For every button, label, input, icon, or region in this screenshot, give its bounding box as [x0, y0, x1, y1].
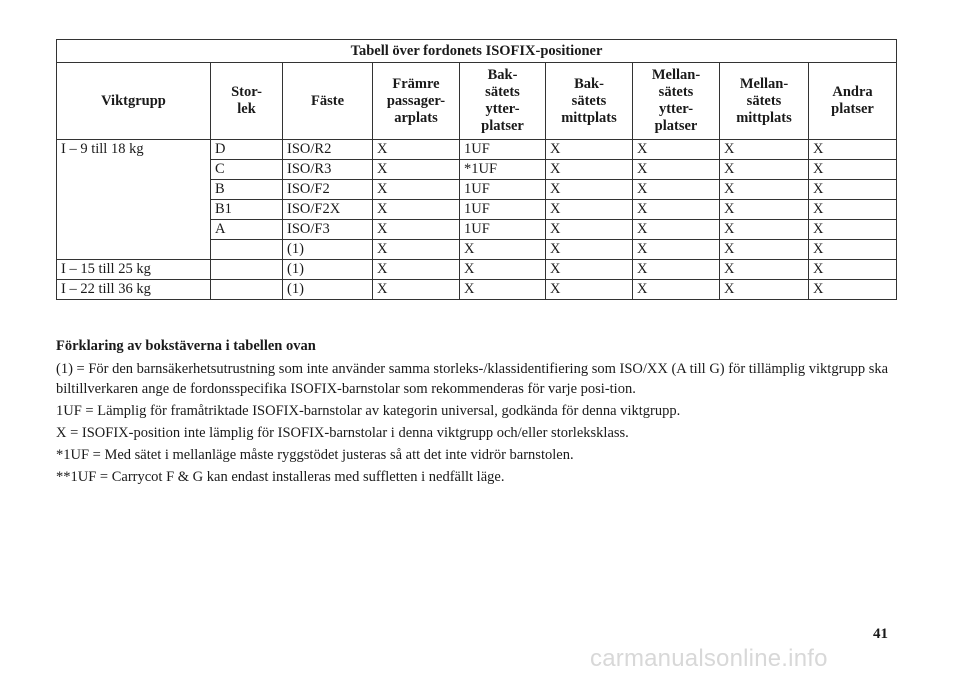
- table-cell: X: [633, 180, 720, 200]
- table-cell: (1): [283, 240, 373, 260]
- isofix-table-container: [56, 39, 896, 300]
- note-item: 1UF = Lämplig för framåtriktade ISOFIX-barnstolar av kategorin universal, godkända för denna viktgrupp.: [56, 403, 681, 419]
- table-cell: X: [809, 160, 897, 180]
- weight-group-cell: [57, 160, 211, 180]
- table-cell: ISO/F2X: [283, 200, 373, 220]
- table-cell: X: [720, 240, 809, 260]
- table-cell: X: [809, 240, 897, 260]
- note-item: (1) = För den barnsäkerhetsutrustning som inte använder samma storleks-/klassidentifiering som ISO/XX (A till G) för tillämplig viktgrupp ska biltillverkaren ange de fordonsspecifika ISOFIX-barnstolar som rekommenderas för varje posi-tion.: [56, 361, 889, 397]
- table-cell: ISO/F3: [283, 220, 373, 240]
- table-cell: X: [546, 180, 633, 200]
- table-cell: X: [633, 140, 720, 160]
- table-cell: D: [211, 140, 283, 160]
- table-cell: X: [460, 260, 546, 280]
- table-cell: B1: [211, 200, 283, 220]
- table-cell: 1UF: [460, 220, 546, 240]
- table-title: Tabell över fordonets ISOFIX-positioner: [57, 40, 897, 63]
- column-header: Främre passager- arplats: [373, 63, 460, 140]
- table-cell: X: [633, 240, 720, 260]
- table-cell: X: [373, 240, 460, 260]
- column-header: Mellan- sätets mittplats: [720, 63, 809, 140]
- notes-list: [56, 359, 896, 487]
- page-number: 41: [873, 626, 888, 642]
- table-cell: [211, 260, 283, 280]
- table-cell: X: [809, 140, 897, 160]
- column-header: Mellan- sätets ytter- platser: [633, 63, 720, 140]
- table-cell: 1UF: [460, 200, 546, 220]
- table-cell: X: [809, 220, 897, 240]
- note-item: *1UF = Med sätet i mellanläge måste ryggstödet justeras så att det inte vidrör barnstolen.: [56, 447, 574, 463]
- table-cell: 1UF: [460, 140, 546, 160]
- table-cell: X: [546, 260, 633, 280]
- table-cell: B: [211, 180, 283, 200]
- weight-group-cell: [57, 220, 211, 240]
- table-cell: X: [373, 260, 460, 280]
- table-cell: C: [211, 160, 283, 180]
- table-row: [57, 140, 897, 160]
- table-cell: X: [460, 240, 546, 260]
- table-cell: X: [546, 280, 633, 300]
- notes-heading: Förklaring av bokstäverna i tabellen ovan: [56, 338, 316, 354]
- note-item: **1UF = Carrycot F & G kan endast installeras med suffletten i nedfällt läge.: [56, 469, 505, 485]
- table-cell: X: [633, 260, 720, 280]
- table-cell: *1UF: [460, 160, 546, 180]
- table-cell: X: [373, 140, 460, 160]
- table-cell: X: [633, 200, 720, 220]
- table-body: [57, 140, 897, 300]
- weight-group-cell: [57, 200, 211, 220]
- table-cell: ISO/R3: [283, 160, 373, 180]
- table-cell: X: [720, 180, 809, 200]
- table-cell: ISO/F2: [283, 180, 373, 200]
- table-cell: X: [809, 260, 897, 280]
- table-cell: X: [546, 140, 633, 160]
- table-cell: X: [720, 140, 809, 160]
- table-cell: ISO/R2: [283, 140, 373, 160]
- table-cell: A: [211, 220, 283, 240]
- table-row: [57, 280, 897, 300]
- weight-group-cell: [57, 240, 211, 260]
- table-cell: X: [720, 200, 809, 220]
- weight-group-cell: I – 22 till 36 kg: [57, 280, 211, 300]
- column-header: Viktgrupp: [57, 63, 211, 140]
- table-cell: X: [809, 200, 897, 220]
- table-cell: X: [809, 280, 897, 300]
- table-cell: X: [373, 200, 460, 220]
- table-cell: X: [809, 180, 897, 200]
- table-cell: X: [546, 220, 633, 240]
- table-cell: X: [546, 160, 633, 180]
- table-cell: X: [720, 160, 809, 180]
- column-header: Andra platser: [809, 63, 897, 140]
- column-header: Bak- sätets mittplats: [546, 63, 633, 140]
- table-cell: X: [720, 280, 809, 300]
- table-cell: X: [720, 220, 809, 240]
- table-cell: X: [633, 160, 720, 180]
- table-row: [57, 220, 897, 240]
- table-cell: X: [546, 200, 633, 220]
- column-header: Fäste: [283, 63, 373, 140]
- table-row: [57, 240, 897, 260]
- table-cell: X: [633, 220, 720, 240]
- legend-notes: [56, 336, 896, 489]
- table-cell: X: [633, 280, 720, 300]
- table-cell: 1UF: [460, 180, 546, 200]
- table-cell: X: [460, 280, 546, 300]
- table-cell: X: [373, 220, 460, 240]
- table-cell: X: [373, 160, 460, 180]
- table-cell: (1): [283, 280, 373, 300]
- table-cell: X: [373, 180, 460, 200]
- table-row: [57, 200, 897, 220]
- table-cell: [211, 240, 283, 260]
- table-cell: (1): [283, 260, 373, 280]
- note-item: X = ISOFIX-position inte lämplig för ISOFIX-barnstolar i denna viktgrupp och/eller storleksklass.: [56, 425, 629, 441]
- table-cell: [211, 280, 283, 300]
- isofix-positions-table: [56, 39, 897, 300]
- weight-group-cell: [57, 180, 211, 200]
- table-row: [57, 260, 897, 280]
- column-header: Stor- lek: [211, 63, 283, 140]
- table-row: [57, 160, 897, 180]
- weight-group-cell: I – 9 till 18 kg: [57, 140, 211, 160]
- watermark-text: carmanualsonline.info: [590, 645, 828, 672]
- column-header: Bak- sätets ytter- platser: [460, 63, 546, 140]
- table-row: [57, 180, 897, 200]
- table-header-row: [57, 63, 897, 140]
- table-cell: X: [720, 260, 809, 280]
- table-cell: X: [373, 280, 460, 300]
- table-cell: X: [546, 240, 633, 260]
- weight-group-cell: I – 15 till 25 kg: [57, 260, 211, 280]
